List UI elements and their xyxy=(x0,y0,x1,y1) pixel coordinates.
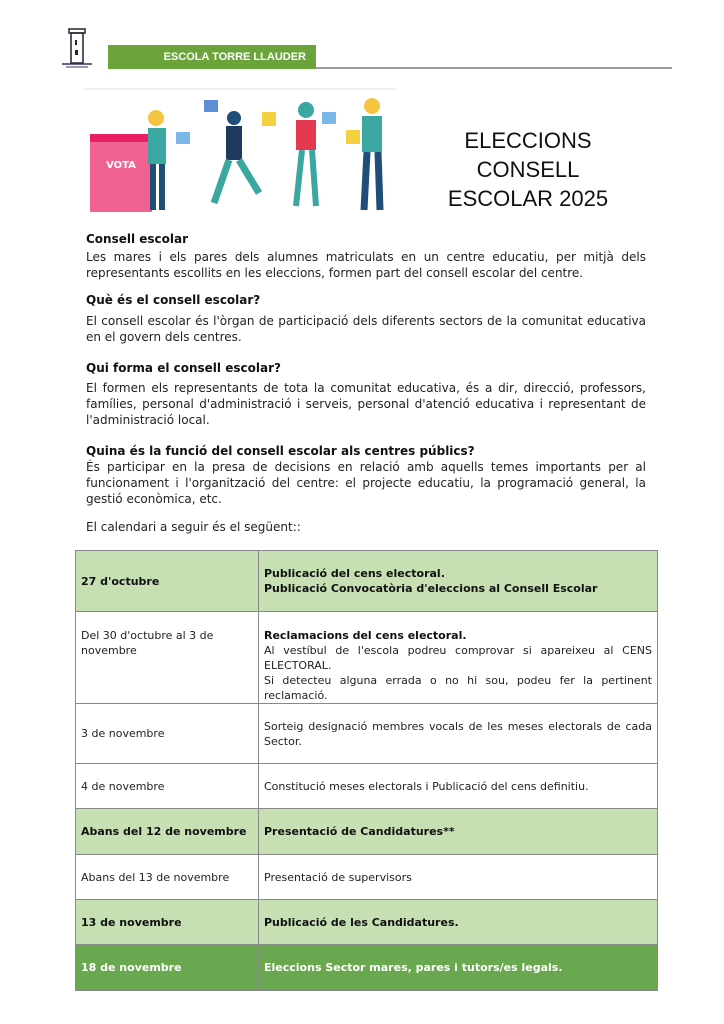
title-line: CONSELL xyxy=(476,157,580,182)
table-row xyxy=(76,612,658,704)
section-body: El formen els representants de tota la comunitat educativa, és a dir, direcció, professors, famílies, personal d'administració i serveis, personal d'atenció educativa i representant de l'administració local. xyxy=(86,381,646,427)
section-consell-escolar xyxy=(86,231,646,281)
table-row xyxy=(76,551,658,612)
section-qui-forma xyxy=(86,360,646,428)
school-name: ESCOLA TORRE LLAUDER xyxy=(163,51,306,63)
date-cell: 13 de novembre xyxy=(76,900,259,945)
event-line: Al vestíbul de l'escola podreu comprovar si apareixeu al CENS ELECTORAL. xyxy=(264,644,652,672)
event-cell xyxy=(259,551,658,612)
table-row xyxy=(76,945,658,991)
event-cell: Publicació de les Candidatures. xyxy=(259,900,658,945)
vota-label: VOTA xyxy=(106,160,136,171)
event-cell: Eleccions Sector mares, pares i tutors/es legals. xyxy=(259,945,658,991)
event-line: Si detecteu alguna errada o no hi sou, podeu fer la pertinent reclamació. xyxy=(264,674,652,702)
title-line: ESCOLAR 2025 xyxy=(447,186,609,211)
school-tower-logo xyxy=(60,26,94,70)
event-line: Publicació Convocatòria d'eleccions al Consell Escolar xyxy=(264,582,598,595)
event-cell: Constitució meses electorals i Publicació del cens definitiu. xyxy=(259,764,658,809)
section-body: És participar en la presa de decisions en relació amb aquells temes importants per al funcionament i l'organització del centre: el projecte educatiu, la programació general, la gestió econòmica, etc. xyxy=(86,460,646,506)
table-row xyxy=(76,704,658,764)
calendar-table xyxy=(75,550,658,991)
header-rule xyxy=(316,67,672,69)
section-heading: Què és el consell escolar? xyxy=(86,293,261,307)
table-row xyxy=(76,764,658,809)
event-cell: Presentació de Candidatures** xyxy=(259,809,658,855)
section-body: Les mares i els pares dels alumnes matriculats en un centre educatiu, per mitjà dels representants escollits en les eleccions, formen part del consell escolar del centre. xyxy=(86,250,646,280)
table-row xyxy=(76,900,658,945)
date-cell: 27 d'octubre xyxy=(76,551,259,612)
section-heading: Quina és la funció del consell escolar als centres públics? xyxy=(86,444,475,458)
section-body: El consell escolar és l'òrgan de participació dels diferents sectors de la comunitat educativa en el govern dels centres. xyxy=(86,314,646,344)
date-cell: Abans del 13 de novembre xyxy=(76,855,259,900)
date-cell: 3 de novembre xyxy=(76,704,259,764)
event-cell: Sorteig designació membres vocals de les meses electorals de cada Sector. xyxy=(259,704,658,764)
section-que-es xyxy=(86,292,646,345)
calendar-intro: El calendari a seguir és el següent:: xyxy=(86,520,301,534)
section-heading: Consell escolar xyxy=(86,232,189,246)
section-funcio xyxy=(86,443,646,507)
school-name-banner xyxy=(108,45,316,69)
event-line: Reclamacions del cens electoral. xyxy=(264,629,467,642)
voting-illustration xyxy=(84,88,396,216)
date-cell: Abans del 12 de novembre xyxy=(76,809,259,855)
date-cell: 18 de novembre xyxy=(76,945,259,991)
table-row xyxy=(76,855,658,900)
event-line: Publicació del cens electoral. xyxy=(264,567,445,580)
page-title xyxy=(420,126,636,213)
title-line: ELECCIONS xyxy=(464,128,592,153)
table-row xyxy=(76,809,658,855)
date-cell: Del 30 d'octubre al 3 de novembre xyxy=(76,612,259,704)
event-cell: Presentació de supervisors xyxy=(259,855,658,900)
event-cell xyxy=(259,612,658,704)
section-heading: Qui forma el consell escolar? xyxy=(86,361,281,375)
date-cell: 4 de novembre xyxy=(76,764,259,809)
